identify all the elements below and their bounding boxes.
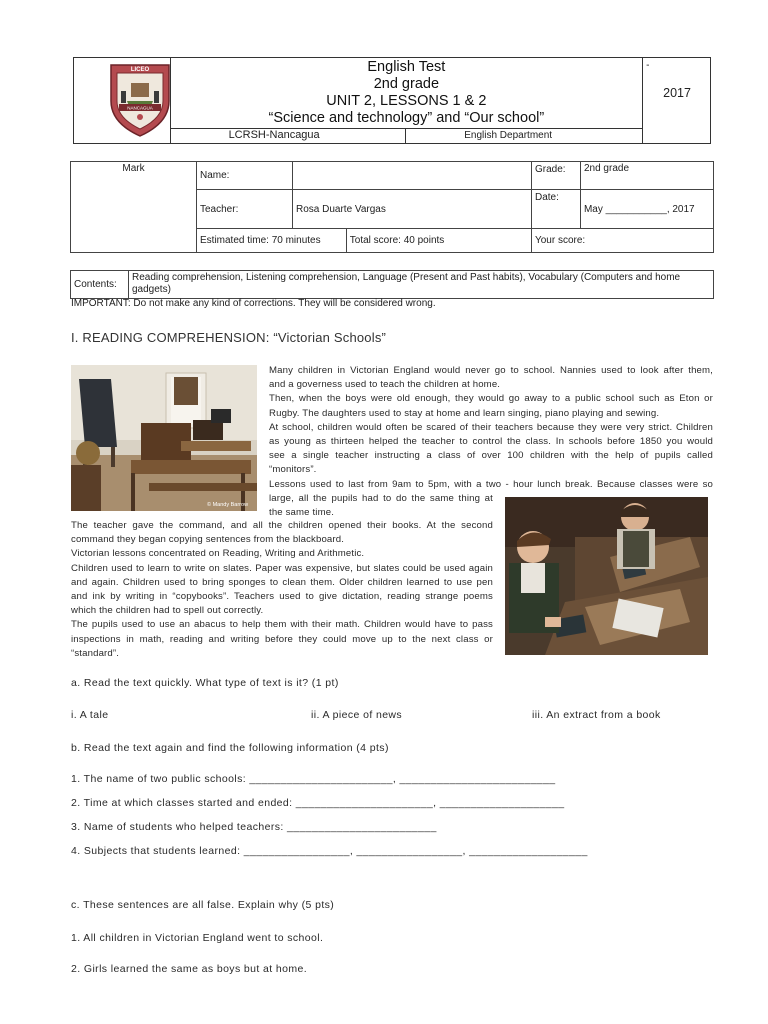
reading-line: Then, when the boys were old enough, they would go away to a public school such as Eton or: [269, 393, 713, 405]
reading-line: see a single teacher instructing a class of over 100 children with the help of pupils called: [269, 450, 713, 462]
grade-label: Grade:: [531, 162, 580, 190]
logo-bottom-text: NANCAGUA: [127, 105, 153, 111]
option-c-extract[interactable]: iii. An extract from a book: [532, 709, 661, 721]
reading-line: the same time.: [269, 507, 335, 519]
reading-line: “monitors”.: [269, 464, 317, 476]
grade-title: 2nd grade: [373, 76, 440, 92]
reading-line: The teacher gave the command, and all the children opened their books. At the second: [71, 520, 493, 531]
option-b-news[interactable]: ii. A piece of news: [311, 709, 403, 721]
teacher-value: Rosa Duarte Vargas: [293, 190, 532, 229]
reading-line: and ink by writing in “copybooks”. Teachers used to give dictation, reading strange poems: [71, 591, 493, 603]
reading-line: Rugby. The daughters used to stay at home and learn singing, piano playing and sewing.: [269, 407, 660, 419]
logo-cell: [74, 58, 171, 144]
reading-line: “standard”.: [71, 647, 120, 659]
option-a-tale[interactable]: i. A tale: [71, 709, 109, 721]
reading-line: and again. Children used to bring sponges to clean them. Older children learned to use pen: [71, 576, 493, 588]
important-note: IMPORTANT: Do not make any kind of corrections. They will be considered wrong.: [71, 298, 436, 309]
test-title: English Test: [367, 59, 446, 75]
question-c-prompt: c. These sentences are all false. Explain why (5 pts): [71, 899, 335, 911]
total-score: Total score: 40 points: [346, 229, 531, 253]
grade-value: 2nd grade: [580, 162, 713, 190]
reading-line: and a governess used to teach the children at home.: [269, 379, 501, 391]
reading-line: Victorian lessons concentrated on Reading, Writing and Arithmetic.: [71, 548, 365, 560]
question-a-prompt: a. Read the text quickly. What type of text is it? (1 pt): [71, 677, 339, 689]
header-table: [73, 57, 711, 144]
year-cell: [643, 58, 711, 144]
question-c-item-2: 2. Girls learned the same as boys but at home.: [71, 963, 308, 975]
name-label: Name:: [197, 162, 293, 190]
school-crest-logo: [105, 61, 175, 139]
reading-line: which the children had to spell out correctly.: [71, 605, 264, 617]
reading-line: large, all the pupils had to do the same thing at: [269, 492, 493, 504]
estimated-time: Estimated time: 70 minutes: [197, 229, 347, 253]
reading-line: The pupils used to use an abacus to help them with their math. Children would have to pass: [71, 619, 493, 631]
question-b-item-1[interactable]: 1. The name of two public schools: _______________________, _________________________: [71, 773, 556, 785]
section-title: I. READING COMPREHENSION: “Victorian Schools”: [71, 330, 387, 345]
question-b-item-2[interactable]: 2. Time at which classes started and ended: ______________________, ____________________: [71, 797, 565, 809]
contents-label: Contents:: [71, 271, 129, 299]
question-b-item-3[interactable]: 3. Name of students who helped teachers: ________________________: [71, 821, 437, 833]
unit-title: UNIT 2, LESSONS 1 & 2: [326, 93, 487, 109]
mark-label: Mark: [122, 163, 145, 174]
name-field[interactable]: [293, 162, 532, 190]
topic-title: “Science and technology” and “Our school”: [268, 110, 545, 126]
photo-credit: © Mandy Barrow: [207, 502, 249, 508]
dash-mark: -: [646, 60, 650, 71]
reading-line: as young as thirteen helped the teacher to control the class. In schools before 1850 you would: [269, 436, 713, 448]
reading-line: command they began copying sentences from the blackboard.: [71, 534, 345, 546]
question-b-prompt: b. Read the text again and find the following information (4 pts): [71, 742, 389, 754]
question-c-item-1: 1. All children in Victorian England went to school.: [71, 932, 324, 944]
reading-line: Lessons used to last from 9am to 5pm, with a two - hour lunch break. Because classes were so: [269, 478, 713, 490]
contents-table: [70, 270, 714, 299]
teacher-label: Teacher:: [197, 190, 293, 229]
reading-line: Children used to learn to write on slates. Paper was expensive, but slates could be used again: [71, 562, 493, 574]
student-info-table: [70, 161, 714, 253]
contents-text: Reading comprehension, Listening comprehension, Language (Present and Past habits), Vocabulary (Computers and home gadgets): [129, 271, 714, 299]
your-score: Your score:: [531, 229, 713, 253]
question-b-item-4[interactable]: 4. Subjects that students learned: _________________, _________________, ___________________: [71, 845, 588, 857]
date-value: May ___________, 2017: [580, 190, 713, 229]
logo-top-text: LICEO: [130, 67, 150, 73]
reading-line: Many children in Victorian England would never go to school. Nannies used to look after them,: [269, 365, 713, 376]
children-writing-photo: [505, 497, 708, 655]
department-name: English Department: [406, 129, 643, 144]
mark-cell: [71, 162, 197, 253]
school-name: LCRSH-Nancagua: [170, 129, 406, 144]
reading-text-left: [71, 519, 493, 661]
date-label: Date:: [531, 190, 580, 229]
reading-line: inspections in math, reading and writing before they could move up to the next class or: [71, 633, 493, 645]
reading-line: At school, children would often be scared of their teachers because they were very strict. Children: [269, 421, 713, 433]
year-label: 2017: [663, 86, 691, 100]
victorian-classroom-photo: [71, 365, 257, 511]
header-title-cell: [170, 58, 643, 129]
